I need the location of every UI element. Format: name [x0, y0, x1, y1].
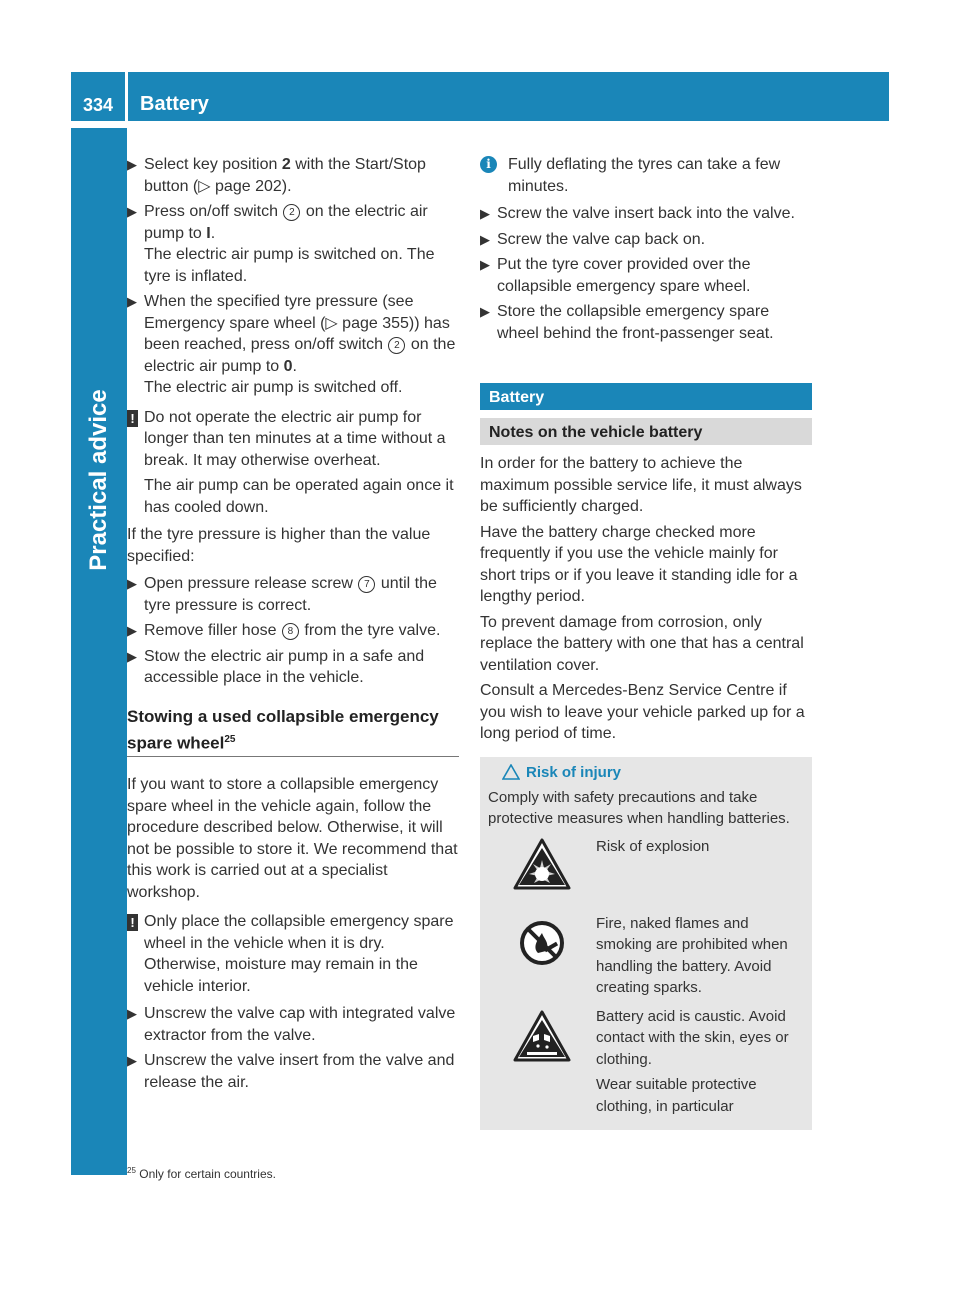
instruction-step: ▶ Select key position 2 with the Start/Stop button (▷ page 202).: [127, 156, 426, 195]
page-title: Battery: [140, 93, 209, 115]
paragraph: In order for the battery to achieve the maximum possible service life, it must always be sufficiently charged.: [480, 455, 802, 515]
info-note: i Fully deflating the tyres can take a few minutes.: [480, 154, 812, 197]
instruction-step: ▶ When the specified tyre pressure (see Emergency spare wheel (▷ page 355)) has been reached, press on/off switch 2 on the electric air pump to 0. The electric air pump is switched off.: [127, 291, 459, 399]
warning-row: [488, 836, 804, 910]
warning-text: Fire, naked flames and smoking are prohibited when handling the battery. Avoid creating sparks.: [596, 914, 788, 996]
explosion-hazard-icon: [513, 838, 571, 890]
warning-box: [480, 757, 812, 1131]
warning-title: Risk of injury: [488, 761, 804, 785]
instruction-step: ▶ Store the collapsible emergency spare wheel behind the front-passenger seat.: [480, 303, 774, 342]
paragraph: To prevent damage from corrosion, only replace the battery with one that has a central ventilation cover.: [480, 613, 804, 674]
footnote: [127, 1166, 276, 1181]
page-ref-icon: ▷: [325, 314, 338, 332]
warning-intro: Comply with safety precautions and take protective measures when handling batteries.: [488, 788, 790, 827]
instruction-step: ▶ Open pressure release screw 7 until the tyre pressure is correct.: [127, 575, 437, 614]
page-header: [71, 72, 889, 121]
warning-triangle-icon: [502, 764, 520, 780]
paragraph: Consult a Mercedes-Benz Service Centre if you wish to leave your vehicle parked up for a long period of time.: [480, 682, 805, 742]
instruction-step: ▶ Press on/off switch 2 on the electric air pump to I. The electric air pump is switched on. The tyre is inflated.: [127, 201, 459, 287]
footnote-ref: 25: [224, 733, 236, 745]
footnote-number: 25: [127, 1166, 136, 1175]
step-arrow-icon: ▶: [127, 1006, 137, 1022]
page-ref-link[interactable]: page 202).: [210, 177, 292, 195]
caution-note: ! Do not operate the electric air pump for longer than ten minutes at a time without a break. It may otherwise overheat. The air pump can be operated again once it has cooled down.: [127, 407, 459, 519]
step-arrow-icon: ▶: [480, 231, 490, 247]
page-number: 334: [82, 95, 114, 115]
footnote-text: Only for certain countries.: [139, 1167, 276, 1181]
exclamation-icon: !: [127, 410, 138, 427]
callout-number: 7: [358, 576, 375, 593]
side-tab: [71, 128, 127, 1175]
step-arrow-icon: ▶: [480, 257, 490, 272]
step-result: The electric air pump is switched on. The tyre is inflated.: [144, 246, 435, 285]
caution-note: ! Only place the collapsible emergency spare wheel in the vehicle when it is dry. Otherwise, moisture may remain in the vehicle interior.: [127, 911, 459, 997]
step-arrow-icon: ▶: [127, 157, 137, 172]
warning-text: Battery acid is caustic. Avoid contact with the skin, eyes or clothing.: [596, 1007, 789, 1068]
step-arrow-icon: ▶: [480, 206, 490, 221]
section-title-bar: Battery: [480, 383, 812, 410]
no-fire-icon: [518, 919, 566, 967]
step-arrow-icon: ▶: [127, 294, 137, 309]
exclamation-icon: !: [127, 914, 138, 931]
header-divider: [125, 72, 128, 121]
instruction-step: ▶ Unscrew the valve cap with integrated valve extractor from the valve.: [127, 1005, 456, 1044]
step-arrow-icon: ▶: [127, 576, 137, 591]
instruction-step: ▶ Stow the electric air pump in a safe and accessible place in the vehicle.: [127, 647, 425, 686]
side-tab-text: Practical advice: [85, 389, 112, 571]
instruction-step: ▶ Screw the valve cap back on.: [480, 229, 812, 251]
left-column: [127, 154, 459, 1097]
paragraph: If the tyre pressure is higher than the value specified:: [127, 526, 431, 565]
right-column: [480, 154, 812, 1130]
instruction-step: ▶ Unscrew the valve insert from the valve and release the air.: [127, 1052, 455, 1091]
warning-row: [488, 1006, 804, 1122]
warning-row: [488, 913, 804, 1003]
step-arrow-icon: ▶: [127, 648, 137, 664]
subsection-title-bar: Notes on the vehicle battery: [480, 418, 812, 445]
step-result: The electric air pump is switched off.: [144, 379, 403, 396]
info-icon: i: [480, 156, 497, 173]
paragraph: Have the battery charge checked more frequently if you use the vehicle mainly for short trips or if you leave it standing idle for a lengthy period.: [480, 523, 798, 605]
section-subheading: Stowing a used collapsible emergency spare wheel$^{25}$: [127, 705, 459, 758]
paragraph: If you want to store a collapsible emergency spare wheel in the vehicle again, follow the procedure described below. Otherwise, it will not be possible to store it. We recommend that this work is carried out at a specialist workshop.: [127, 776, 458, 901]
step-arrow-icon: ▶: [127, 1053, 137, 1069]
step-arrow-icon: ▶: [127, 204, 137, 219]
instruction-step: ▶ Screw the valve insert back into the valve.: [480, 203, 812, 225]
warning-text: Wear suitable protective clothing, in particular: [596, 1076, 757, 1115]
instruction-step: ▶ Remove filler hose 8 from the tyre valve.: [127, 620, 459, 642]
warning-text: Risk of explosion: [596, 837, 710, 855]
instruction-step: ▶ Put the tyre cover provided over the collapsible emergency spare wheel.: [480, 256, 751, 295]
page-ref-icon: ▷: [198, 177, 211, 195]
step-arrow-icon: ▶: [480, 304, 490, 319]
step-arrow-icon: ▶: [127, 623, 137, 638]
callout-number: 2: [388, 337, 405, 354]
corrosive-hazard-icon: [513, 1010, 571, 1062]
callout-number: 2: [283, 204, 300, 221]
callout-number: 8: [282, 623, 299, 640]
